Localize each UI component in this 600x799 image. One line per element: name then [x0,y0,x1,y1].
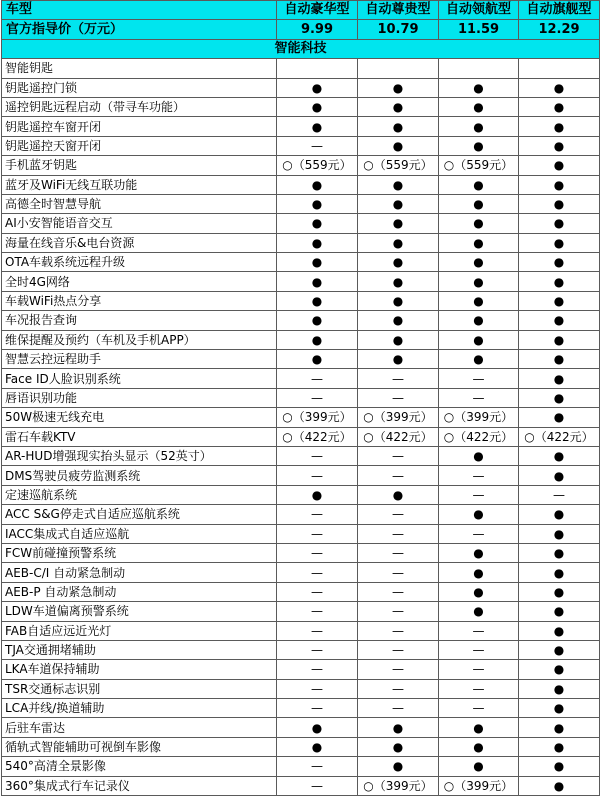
feature-name: 50W极速无线充电 [2,408,277,427]
feature-value: ● [519,757,600,776]
feature-name: Face ID人脸识别系统 [2,369,277,388]
feature-value: — [358,466,439,485]
feature-value: ● [519,505,600,524]
feature-value: ● [439,136,519,155]
table-row [2,427,600,446]
table-row [2,543,600,562]
feature-name: 高德全时智慧导航 [2,194,277,213]
feature-value: ● [519,466,600,485]
table-row [2,466,600,485]
table-row [2,485,600,504]
feature-value: ● [439,757,519,776]
feature-value: ○（399元） [277,408,358,427]
feature-value: ● [358,330,439,349]
feature-value: — [439,369,519,388]
feature-name: 360°集成式行车记录仪 [2,776,277,795]
table-row [2,291,600,310]
feature-value: — [358,621,439,640]
feature-value: ● [277,97,358,116]
feature-name: 车况报告查询 [2,311,277,330]
table-row [2,582,600,601]
feature-value: ● [358,97,439,116]
feature-value: — [277,505,358,524]
feature-value: ● [519,524,600,543]
feature-value: ○（559元） [439,156,519,175]
feature-value: ● [439,446,519,465]
table-row [2,718,600,737]
feature-value [277,59,358,78]
feature-value: ● [519,543,600,562]
feature-name: 手机蓝牙钥匙 [2,156,277,175]
feature-value: ○（422元） [358,427,439,446]
feature-value: ● [277,291,358,310]
table-row [2,563,600,582]
feature-value: ● [277,78,358,97]
feature-value: ● [277,175,358,194]
feature-value: ● [439,737,519,756]
feature-value: ○（559元） [277,156,358,175]
feature-value: ● [358,78,439,97]
feature-value: ● [519,136,600,155]
spec-table [1,0,600,796]
feature-value: ● [277,117,358,136]
feature-value: ● [519,97,600,116]
feature-value: — [439,466,519,485]
feature-value: ● [519,388,600,407]
feature-value: ● [519,679,600,698]
feature-value: — [277,446,358,465]
feature-value: — [277,136,358,155]
feature-value: ● [519,156,600,175]
feature-value: — [358,505,439,524]
feature-value: ● [358,175,439,194]
feature-value: ● [519,563,600,582]
feature-value: — [358,660,439,679]
feature-value: ● [277,350,358,369]
feature-value: ● [519,117,600,136]
feature-value: ● [439,253,519,272]
feature-value: — [277,660,358,679]
feature-value: ● [277,330,358,349]
feature-name: AEB-C/I 自动紧急制动 [2,563,277,582]
feature-value [519,59,600,78]
feature-name: FCW前碰撞预警系统 [2,543,277,562]
feature-name: 蓝牙及WiFi无线互联功能 [2,175,277,194]
feature-value: — [277,524,358,543]
table-row [2,621,600,640]
feature-value: — [277,466,358,485]
feature-name: 车载WiFi热点分享 [2,291,277,310]
feature-value: ● [358,485,439,504]
model-label: 车型 [2,1,277,20]
feature-value: ● [358,272,439,291]
feature-value: ● [439,582,519,601]
feature-value: ● [358,718,439,737]
table-row [2,253,600,272]
feature-value: — [439,640,519,659]
feature-value: ● [358,737,439,756]
feature-value: ● [358,214,439,233]
feature-value: ● [519,175,600,194]
feature-value: ● [277,253,358,272]
table-row [2,757,600,776]
feature-value: ● [358,233,439,252]
feature-value: ● [277,311,358,330]
feature-value [358,59,439,78]
feature-value: ○（422元） [519,427,600,446]
feature-value: ● [358,136,439,155]
feature-value: ● [519,350,600,369]
feature-value: ● [519,718,600,737]
table-row [2,446,600,465]
feature-name: 全时4G网络 [2,272,277,291]
table-row [2,78,600,97]
feature-name: 循轨式智能辅助可视倒车影像 [2,737,277,756]
feature-value: — [277,369,358,388]
feature-value: ● [439,602,519,621]
feature-name: ACC S&G停走式自适应巡航系统 [2,505,277,524]
feature-name: 遥控钥匙远程启动（带寻车功能） [2,97,277,116]
feature-value: — [358,699,439,718]
feature-value: — [358,543,439,562]
price-label: 官方指导价（万元） [2,20,277,39]
table-row [2,311,600,330]
feature-value: ● [519,272,600,291]
feature-value: ● [439,350,519,369]
trim-name: 自动豪华型 [277,1,358,20]
feature-value: ● [519,214,600,233]
table-row [2,699,600,718]
feature-value: ● [277,485,358,504]
feature-value: ● [277,194,358,213]
feature-value: — [439,699,519,718]
feature-value: — [277,640,358,659]
table-row [2,194,600,213]
feature-value: — [277,582,358,601]
feature-value: ● [519,311,600,330]
feature-value: ● [439,214,519,233]
feature-value: ● [519,776,600,795]
table-row [2,175,600,194]
table-row [2,330,600,349]
table-row [2,156,600,175]
feature-value: — [358,446,439,465]
table-row [2,388,600,407]
feature-name: LKA车道保持辅助 [2,660,277,679]
feature-value: — [277,679,358,698]
feature-value: — [358,563,439,582]
table-row [2,737,600,756]
price-value: 10.79 [358,20,439,39]
table-row [2,136,600,155]
table-row [2,408,600,427]
feature-value: ● [439,330,519,349]
feature-value: ● [439,718,519,737]
feature-value: — [277,543,358,562]
feature-value: — [277,563,358,582]
feature-value: ○（399元） [358,408,439,427]
feature-value: ● [439,505,519,524]
feature-value: ● [519,408,600,427]
feature-name: AI小安智能语音交互 [2,214,277,233]
feature-value: ● [439,97,519,116]
feature-value: — [277,602,358,621]
feature-name: 后驻车雷达 [2,718,277,737]
feature-value: ● [519,194,600,213]
feature-value: ● [358,350,439,369]
feature-value: — [277,757,358,776]
feature-value: ● [519,660,600,679]
feature-name: 智慧云控远程助手 [2,350,277,369]
table-row [2,233,600,252]
feature-value [439,59,519,78]
table-row [2,602,600,621]
feature-name: AEB-P 自动紧急制动 [2,582,277,601]
feature-value: — [439,485,519,504]
feature-value: ● [439,194,519,213]
table-row [2,59,600,78]
section-row [2,39,600,58]
feature-value: ● [439,117,519,136]
table-row [2,97,600,116]
feature-value: ● [439,272,519,291]
feature-value: ○（399元） [358,776,439,795]
feature-value: ● [277,214,358,233]
feature-value: ● [519,621,600,640]
feature-name: 雷石车载KTV [2,427,277,446]
section-title: 智能科技 [2,39,600,58]
feature-value: — [358,388,439,407]
feature-name: TJA交通拥堵辅助 [2,640,277,659]
trim-name: 自动旗舰型 [519,1,600,20]
trim-name: 自动领航型 [439,1,519,20]
feature-value: — [439,679,519,698]
feature-value: — [439,621,519,640]
feature-value: ● [519,78,600,97]
table-row [2,505,600,524]
feature-value: ○（559元） [358,156,439,175]
table-row [2,117,600,136]
feature-name: FAB自适应远近光灯 [2,621,277,640]
feature-name: 钥匙遥控天窗开闭 [2,136,277,155]
feature-value: ● [358,291,439,310]
feature-name: 定速巡航系统 [2,485,277,504]
feature-name: TSR交通标志识别 [2,679,277,698]
feature-value: ● [277,233,358,252]
feature-value: — [358,679,439,698]
feature-name: 钥匙遥控车窗开闭 [2,117,277,136]
feature-value: ● [519,253,600,272]
feature-value: ○（399元） [439,776,519,795]
feature-value: ● [358,117,439,136]
feature-value: ● [439,311,519,330]
feature-value: ○（422元） [439,427,519,446]
feature-value: — [277,699,358,718]
table-row [2,524,600,543]
feature-value: ● [358,253,439,272]
price-row [2,20,600,39]
feature-value: ● [277,718,358,737]
feature-name: 540°高清全景影像 [2,757,277,776]
feature-value: ● [358,757,439,776]
table-row [2,679,600,698]
feature-name: AR-HUD增强现实抬头显示（52英寸） [2,446,277,465]
feature-value: — [358,369,439,388]
feature-name: IACC集成式自适应巡航 [2,524,277,543]
feature-value: — [439,524,519,543]
feature-value: ● [439,78,519,97]
table-row [2,272,600,291]
feature-value: — [277,621,358,640]
feature-name: OTA车载系统远程升级 [2,253,277,272]
trim-name: 自动尊贵型 [358,1,439,20]
feature-value: — [277,388,358,407]
feature-value: ● [439,233,519,252]
feature-value: — [439,388,519,407]
table-row [2,776,600,795]
feature-name: DMS驾驶员疲劳监测系统 [2,466,277,485]
feature-value: — [358,582,439,601]
feature-value: — [519,485,600,504]
feature-value: ● [519,291,600,310]
feature-value: ● [519,699,600,718]
table-row [2,640,600,659]
feature-name: 智能钥匙 [2,59,277,78]
feature-value: ○（399元） [439,408,519,427]
table-row [2,350,600,369]
feature-value: ○（422元） [277,427,358,446]
feature-name: 维保提醒及预约（车机及手机APP） [2,330,277,349]
price-value: 11.59 [439,20,519,39]
feature-name: LCA并线/换道辅助 [2,699,277,718]
feature-value: ● [358,194,439,213]
feature-value: ● [439,291,519,310]
feature-value: ● [277,737,358,756]
feature-value: — [277,776,358,795]
feature-value: — [358,640,439,659]
table-row [2,369,600,388]
feature-value: ● [519,446,600,465]
feature-value: — [358,602,439,621]
feature-value: ● [358,311,439,330]
feature-value: ● [519,582,600,601]
feature-value: — [358,524,439,543]
feature-name: 海量在线音乐&电台资源 [2,233,277,252]
table-row [2,660,600,679]
feature-value: ● [277,272,358,291]
price-value: 12.29 [519,20,600,39]
feature-value: ● [439,175,519,194]
feature-value: ● [519,640,600,659]
feature-value: ● [439,563,519,582]
feature-value: ● [519,737,600,756]
feature-value: ● [439,543,519,562]
header-row [2,1,600,20]
feature-name: LDW车道偏离预警系统 [2,602,277,621]
price-value: 9.99 [277,20,358,39]
feature-name: 钥匙遥控门锁 [2,78,277,97]
feature-value: ● [519,602,600,621]
feature-value: ● [519,369,600,388]
table-row [2,214,600,233]
feature-value: ● [519,233,600,252]
feature-value: ● [519,330,600,349]
feature-name: 唇语识别功能 [2,388,277,407]
feature-value: — [439,660,519,679]
